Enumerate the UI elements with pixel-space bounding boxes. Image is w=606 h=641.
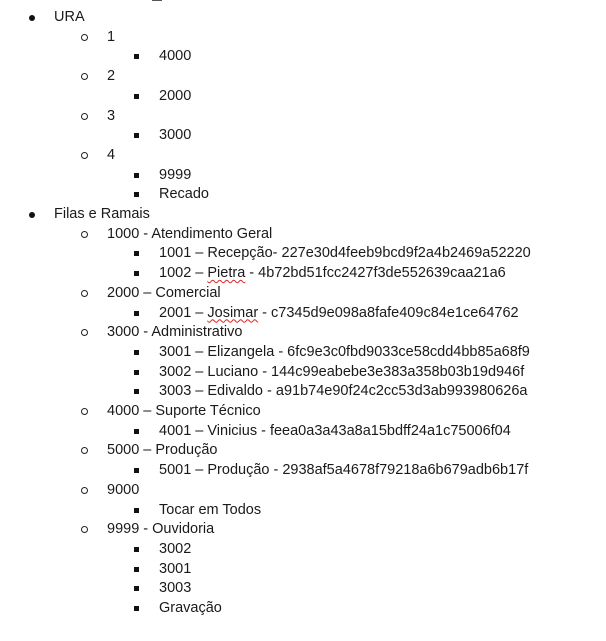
list-item [0,67,531,106]
list-item-text: 3002 – Luciano - 144c99eabebe3e383a358b03b19d946f [159,363,525,380]
list-item-text: 4000 [159,48,192,65]
square-bullet-icon [134,547,139,552]
circle-bullet-icon [81,329,88,336]
list-item [0,264,531,284]
list-item [0,166,531,186]
list-item-label: 1 [107,28,116,45]
list-item [0,343,531,363]
list-item-label: 9000 [107,481,140,498]
circle-bullet-icon [81,447,88,454]
list-item-label: 3 [107,107,116,124]
list-item [0,284,531,323]
list-item [0,402,531,441]
list-item-label: Filas e Ramais [54,206,150,223]
list-item-label: 1000 - Atendimento Geral [107,225,273,242]
list-item [0,87,531,107]
list-item [0,540,531,560]
square-bullet-icon [134,567,139,572]
list-item [0,441,531,480]
list-item [0,501,531,521]
sublist [0,343,531,402]
list-item-label: 4000 – Suporte Técnico [107,403,261,420]
list-item-text: 1001 – Recepção- 227e30d4feeb9bcd9f2a4b2469a52220 [159,245,531,262]
square-bullet-icon [134,508,139,513]
list-item-filas-e-ramais [0,205,531,619]
list-item-text-post: - 4b72bd51fcc2427f3de552639caa21a6 [245,265,506,282]
sublist [0,422,531,442]
square-bullet-icon [134,271,139,276]
list-item [0,185,531,205]
square-bullet-icon [134,350,139,355]
square-bullet-icon [134,468,139,473]
list-item-text: 3002 [159,540,192,557]
list-item [0,461,531,481]
list-item-text: 3003 – Edivaldo - a91b74e90f24c2cc53d3ab993980626a [159,383,528,400]
list-item-text: Tocar em Todos [159,501,262,518]
square-bullet-icon [134,94,139,99]
square-bullet-icon [134,311,139,316]
sublist [0,540,531,619]
list-item-text: 3001 [159,560,192,577]
sublist [0,47,531,67]
list-item [0,422,531,442]
list-item [0,579,531,599]
sublist [0,501,531,521]
list-item [0,520,531,619]
square-bullet-icon [134,173,139,178]
circle-bullet-icon [81,113,88,120]
square-bullet-icon [134,389,139,394]
sublist [0,225,531,619]
list-item [0,560,531,580]
disc-bullet-icon [29,212,35,218]
list-item-text: 3003 [159,580,192,597]
square-bullet-icon [134,54,139,59]
list-item-label: URA [54,9,85,25]
list-item [0,304,531,324]
list-item-text-post: - c7345d9e098a8fafe409c84e1ce64762 [258,304,519,321]
list-item [0,363,531,383]
list-item-ura [0,8,531,205]
list-item-label: 2000 – Comercial [107,284,221,301]
list-item-text: 9999 [159,166,192,183]
list-item-text: 4001 – Vinicius - feea0a3a43a8a15bdff24a1c75006f04 [159,422,511,439]
spellcheck-word: Pietra [207,265,246,282]
list-item-label: 2 [107,68,116,85]
square-bullet-icon [134,192,139,197]
list-item [0,146,531,205]
list-item-label: 5000 – Produção [107,442,218,459]
sublist [0,304,531,324]
square-bullet-icon [134,429,139,434]
list-item [0,382,531,402]
list-item [0,47,531,67]
list-item-label: 9999 - Ouvidoria [107,521,215,538]
circle-bullet-icon [81,152,88,159]
sublist [0,87,531,107]
list-item-text: 3000 [159,127,192,144]
list-item-text-pre: 2001 – [159,304,208,321]
list-item [0,126,531,146]
circle-bullet-icon [81,290,88,297]
list-item [0,107,531,146]
sublist [0,461,531,481]
list-item [0,225,531,284]
sublist [0,166,531,205]
text-cursor-mark [152,0,162,1]
outline-list [0,8,531,619]
disc-bullet-icon [29,15,35,21]
list-item-text: 3001 – Elizangela - 6fc9e3c0fbd9033ce58cdd4bb85a68f9 [159,343,530,360]
sublist [0,28,531,205]
list-item [0,244,531,264]
list-item-text: Gravação [159,600,222,617]
list-item-text: Recado [159,186,209,203]
square-bullet-icon [134,133,139,138]
list-item [0,481,531,520]
spellcheck-word: Josimar [207,304,259,321]
list-item [0,323,531,402]
circle-bullet-icon [81,231,88,238]
list-item-text: 2000 [159,87,192,104]
circle-bullet-icon [81,487,88,494]
square-bullet-icon [134,251,139,256]
circle-bullet-icon [81,526,88,533]
circle-bullet-icon [81,408,88,415]
sublist [0,126,531,146]
list-item-text: 5001 – Produção - 2938af5a4678f79218a6b679adb6b17f [159,462,529,479]
list-item [0,599,531,619]
square-bullet-icon [134,370,139,375]
square-bullet-icon [134,606,139,611]
circle-bullet-icon [81,34,88,41]
circle-bullet-icon [81,73,88,80]
list-item-label: 3000 - Administrativo [107,324,243,341]
sublist [0,244,531,283]
list-item-text-pre: 1002 – [159,265,208,282]
list-item-label: 4 [107,146,116,163]
square-bullet-icon [134,586,139,591]
list-item [0,28,531,67]
